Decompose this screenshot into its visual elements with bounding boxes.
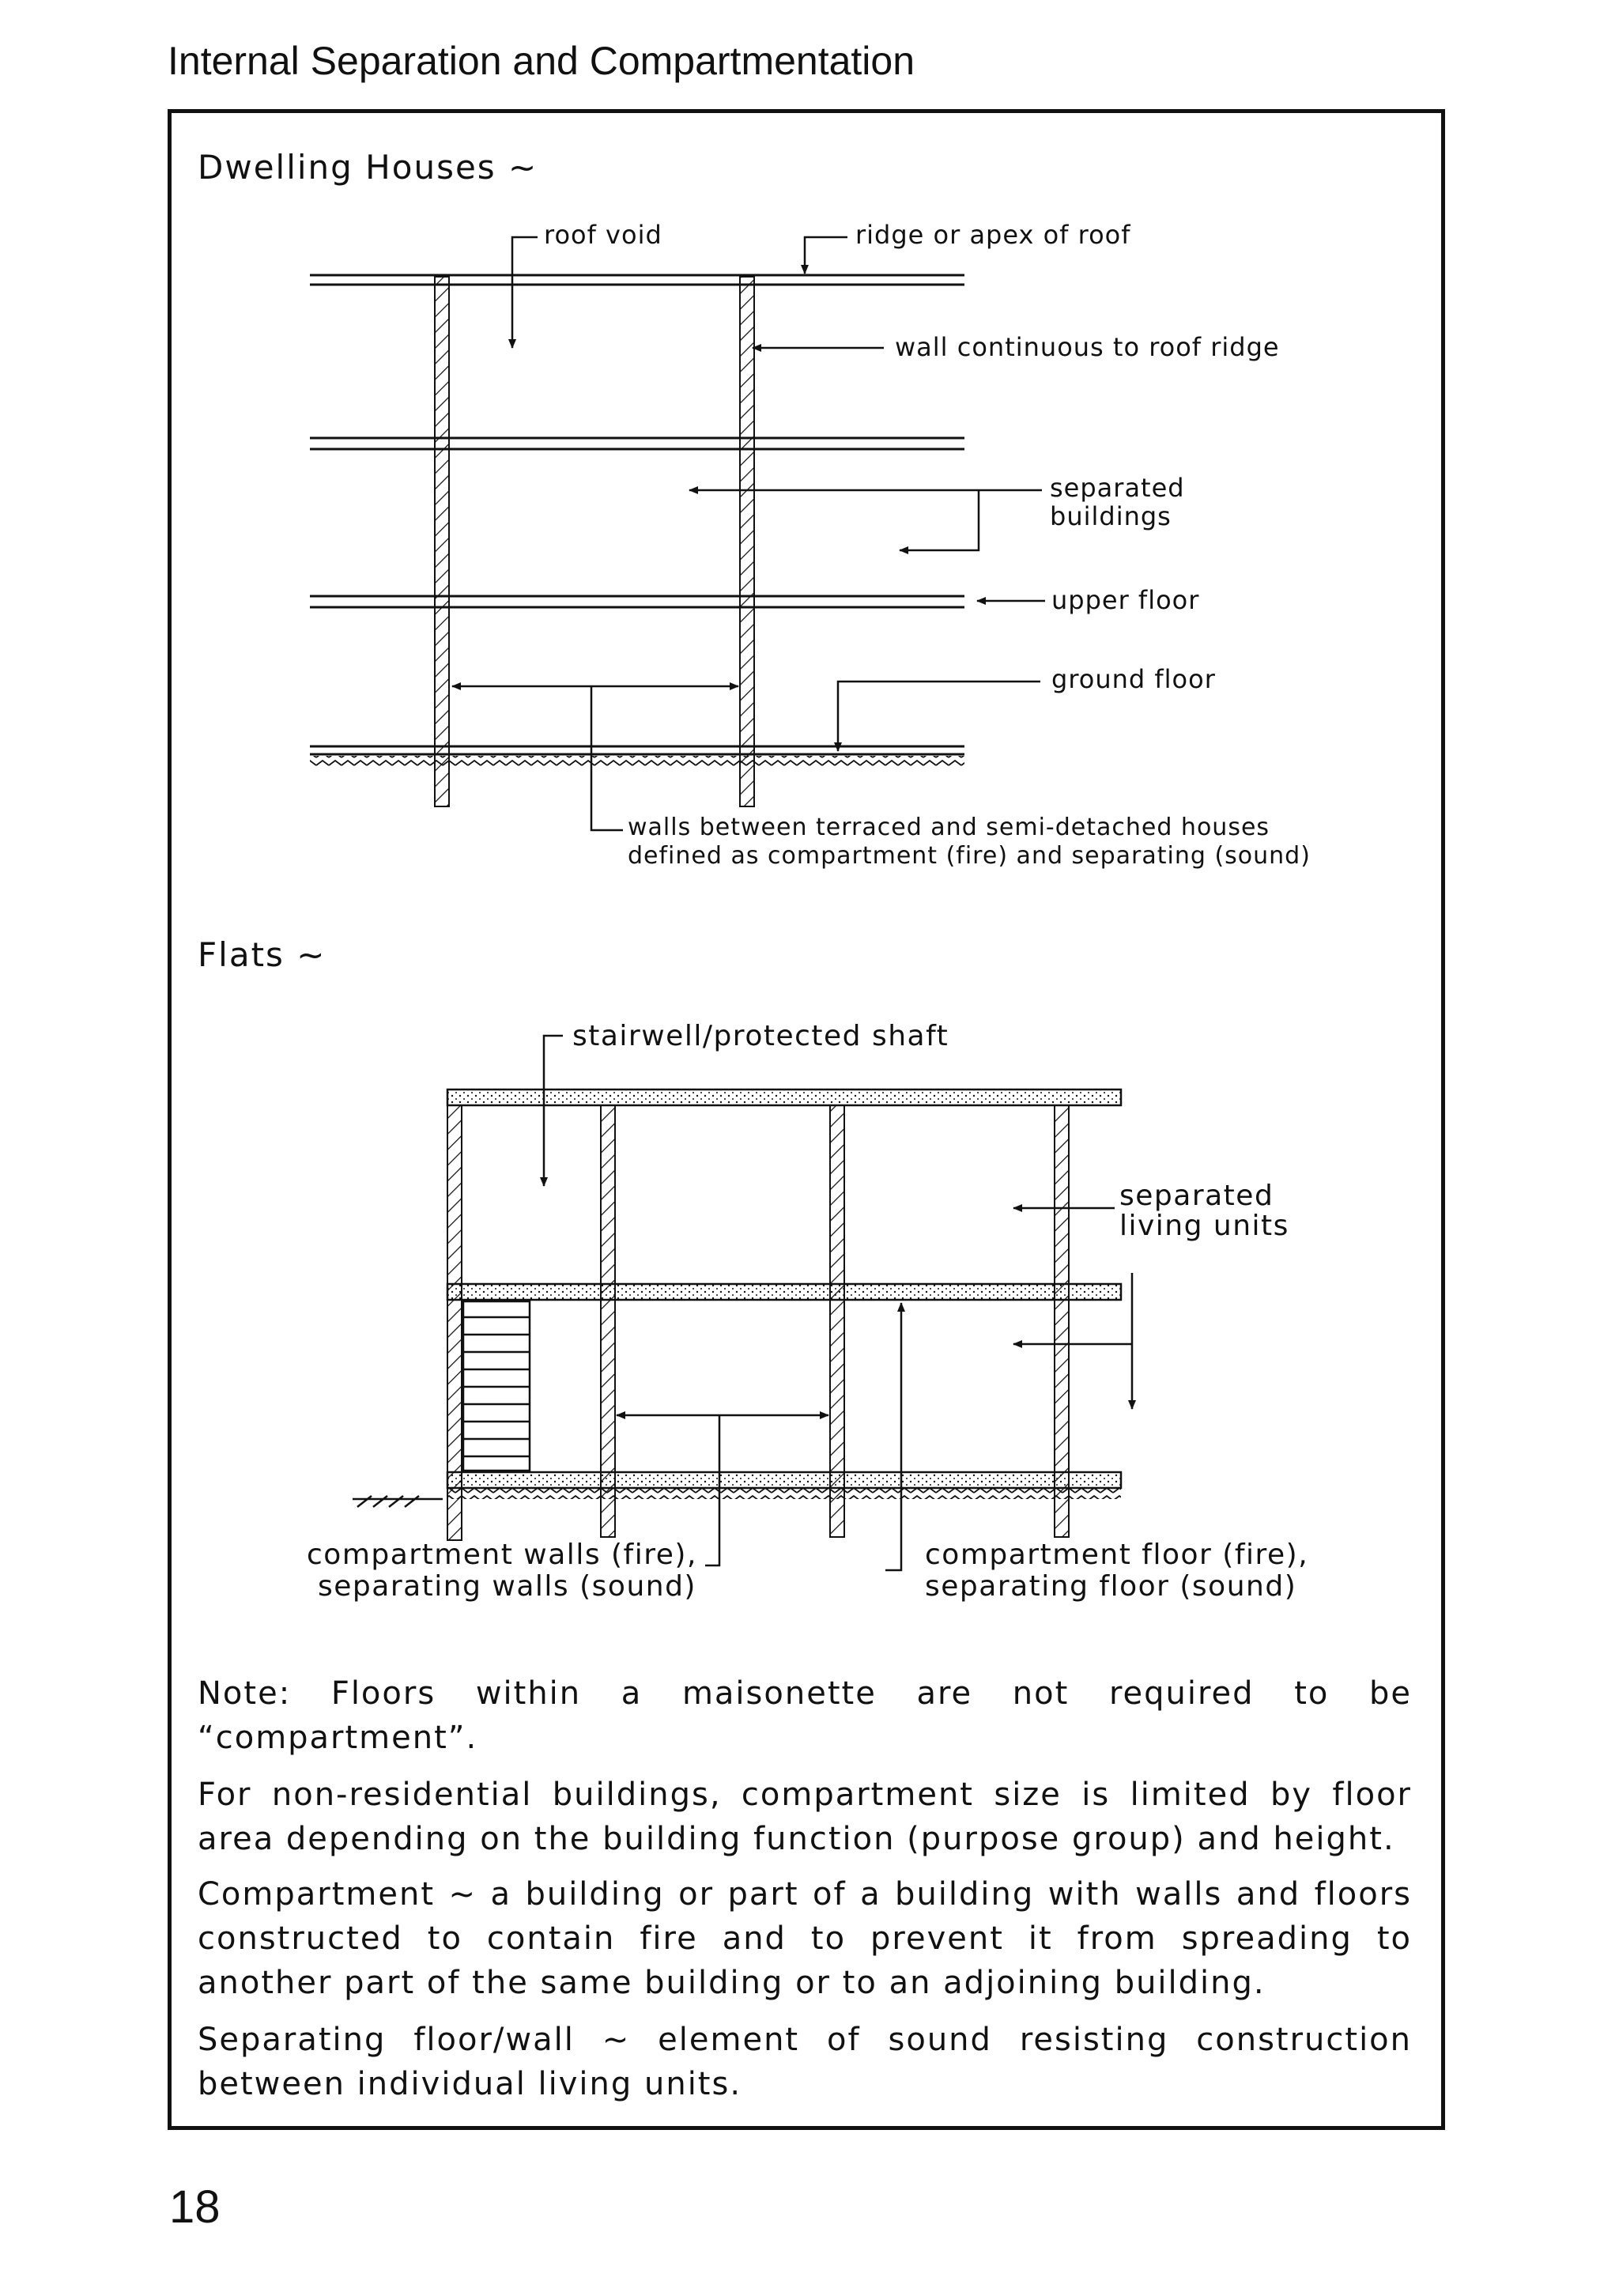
- label-roof-void: roof void: [544, 220, 662, 250]
- note-compartment-definition: Compartment ~ a building or part of a building with walls and floors constructed to contain fire and to prevent it from spreading to another part of the same building or to an adjoining building.: [198, 1876, 1412, 2001]
- note-non-residential: For non-residential buildings, compartment size is limited by floor area depending on the building function (purpose group) and height.: [198, 1777, 1412, 1857]
- label-dwelling-walls-1: walls between terraced and semi-detached houses: [628, 814, 1270, 841]
- label-compartment-floor-1: compartment floor (fire),: [925, 1539, 1309, 1571]
- label-ridge: ridge or apex of roof: [855, 220, 1131, 250]
- label-separated-units-2: living units: [1119, 1210, 1289, 1242]
- flats-wall-3: [1055, 1105, 1069, 1537]
- label-separated-buildings-2: buildings: [1050, 501, 1172, 531]
- dwelling-ground-fill: [310, 756, 964, 767]
- page-number: 18: [169, 2181, 221, 2233]
- dwelling-wall-left: [435, 277, 449, 806]
- label-wall-continuous: wall continuous to roof ridge: [895, 332, 1280, 362]
- flats-wall-2: [830, 1105, 844, 1537]
- note-separating-definition: Separating floor/wall ~ element of sound resisting construction between individual living units.: [198, 2022, 1412, 2102]
- label-compartment-walls-1: compartment walls (fire),: [307, 1539, 697, 1571]
- flats-stairs: [463, 1301, 530, 1471]
- label-compartment-walls-2: separating walls (sound): [318, 1570, 696, 1603]
- flats-wall-1: [601, 1105, 615, 1537]
- label-separated-units-1: separated: [1119, 1180, 1274, 1212]
- flats-heading: Flats ~: [198, 935, 326, 974]
- flats-roof-slab: [447, 1089, 1121, 1105]
- label-dwelling-walls-2: defined as compartment (fire) and separating (sound): [628, 842, 1311, 870]
- flats-ground-slab: [447, 1472, 1121, 1488]
- label-upper-floor: upper floor: [1051, 585, 1200, 615]
- label-ground-floor: ground floor: [1051, 664, 1216, 694]
- flats-earth: [353, 1496, 443, 1507]
- dwelling-wall-right: [740, 277, 754, 806]
- flats-ground-fill: [447, 1488, 1121, 1499]
- label-separated-buildings-1: separated: [1050, 473, 1185, 503]
- label-stairwell: stairwell/protected shaft: [572, 1020, 949, 1052]
- label-compartment-floor-2: separating floor (sound): [925, 1570, 1297, 1603]
- note-maisonette: Note: Floors within a maisonette are not required to be “compartment”.: [198, 1675, 1412, 1756]
- flats-outer-wall: [447, 1105, 462, 1540]
- dwelling-heading: Dwelling Houses ~: [198, 148, 538, 187]
- flats-upper-slab: [447, 1284, 1121, 1300]
- page-header: Internal Separation and Compartmentation: [168, 39, 915, 83]
